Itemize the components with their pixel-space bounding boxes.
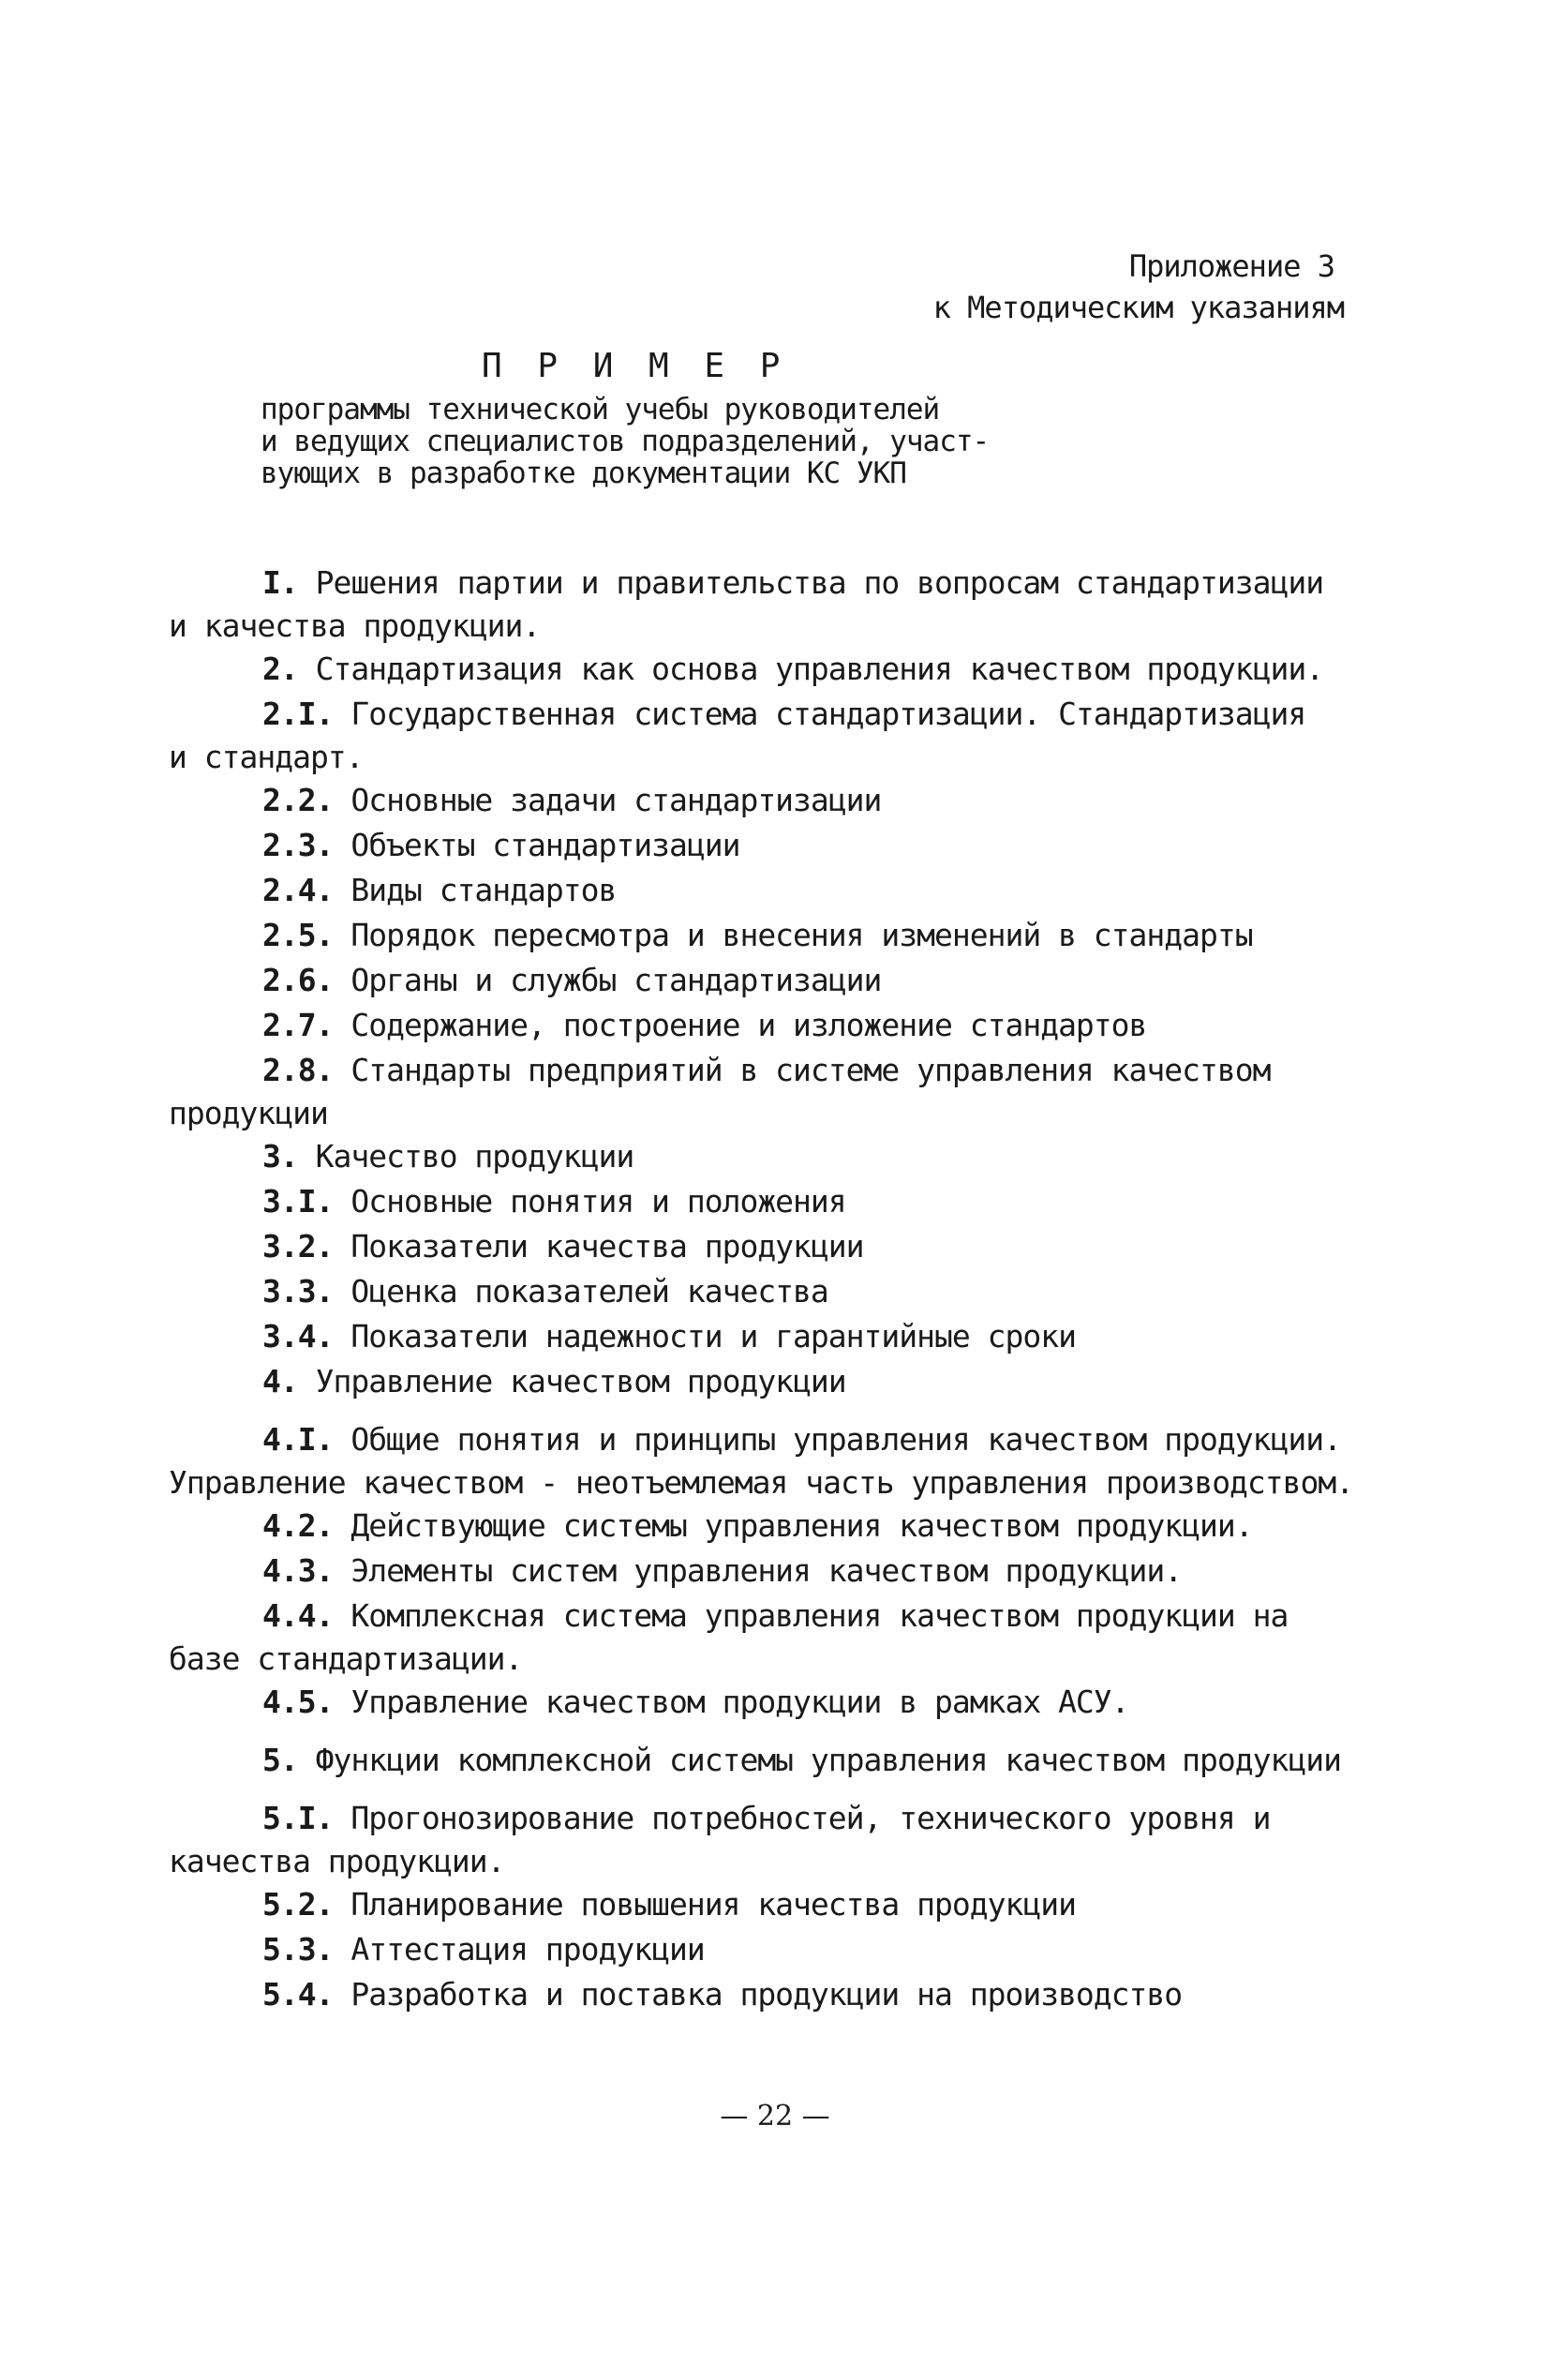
outline-item-number: 4.5.	[262, 1684, 334, 1720]
outline-item-text: Стандартизация как основа управления качеством продукции.	[315, 651, 1324, 687]
outline-item-text: Содержание, построение и изложение стандартов	[350, 1007, 1147, 1043]
outline-item-line	[169, 647, 1387, 692]
outline-item-number: 4.I.	[262, 1421, 334, 1458]
outline-item-number: 5.4.	[262, 1976, 334, 2013]
outline-item	[169, 1549, 1387, 1594]
outline-item-text: Государственная система стандартизации. Стандартизация	[350, 696, 1306, 732]
outline-item-text: Виды стандартов	[350, 872, 617, 908]
outline-item-line	[169, 1134, 1387, 1179]
outline-item-number: 5.	[262, 1742, 298, 1778]
outline-item	[169, 1972, 1387, 2017]
outline-item-text: Управление качеством продукции	[315, 1363, 846, 1400]
outline-item-text: Функции комплексной системы управления качеством продукции	[315, 1742, 1341, 1778]
outline-item	[169, 1003, 1387, 1048]
outline-item-text: Органы и службы стандартизации	[350, 962, 882, 998]
outline-item-number: 5.2.	[262, 1886, 334, 1923]
outline-item-continuation: базе стандартизации.	[169, 1640, 523, 1677]
outline-item	[169, 1680, 1387, 1725]
outline-item	[169, 1269, 1387, 1314]
outline-item-text: Комплексная система управления качеством продукции на	[350, 1597, 1289, 1634]
outline-item	[169, 1048, 1387, 1134]
outline-item-line	[169, 913, 1387, 958]
outline-item	[169, 778, 1387, 823]
outline-item	[169, 1594, 1387, 1680]
program-outline	[169, 561, 1387, 2017]
outline-item	[169, 1359, 1387, 1404]
appendix-reference: к Методическим указаниям	[932, 290, 1344, 325]
outline-item-line	[169, 1796, 1387, 1841]
subtitle-line: и ведущих специалистов подразделений, участ-	[261, 425, 990, 458]
outline-item-text: Качество продукции	[315, 1138, 634, 1175]
outline-item-number: 5.I.	[262, 1800, 334, 1836]
outline-item-number: 2.5.	[262, 917, 334, 953]
outline-item-text: Прогонозирование потребностей, технического уровня и	[350, 1800, 1271, 1836]
outline-item-line	[169, 868, 1387, 913]
outline-item	[169, 1314, 1387, 1359]
outline-item-number: 3.I.	[262, 1183, 334, 1220]
outline-item	[169, 868, 1387, 913]
outline-item-text: Действующие системы управления качеством продукции.	[350, 1507, 1253, 1544]
outline-item	[169, 647, 1387, 692]
outline-item-continuation: и стандарт.	[169, 739, 364, 775]
outline-item-continuation: качества продукции.	[169, 1843, 505, 1879]
outline-item-line	[169, 1179, 1387, 1224]
outline-item-text: Объекты стандартизации	[350, 827, 740, 863]
outline-item-number: 4.	[262, 1363, 298, 1400]
outline-item-continuation: продукции	[169, 1095, 328, 1131]
outline-item-number: 3.	[262, 1138, 298, 1175]
outline-item-number: 2.7.	[262, 1007, 334, 1043]
outline-item-number: 5.3.	[262, 1931, 334, 1968]
outline-item-line	[169, 1882, 1387, 1927]
outline-item-line	[169, 823, 1387, 868]
outline-item-text: Разработка и поставка продукции на производство	[350, 1976, 1183, 2013]
outline-item	[169, 1417, 1387, 1504]
page-title: П Р И М Е Р	[482, 347, 788, 385]
page-subtitle	[261, 394, 1104, 489]
outline-item	[169, 1224, 1387, 1269]
outline-item	[169, 823, 1387, 868]
outline-item	[169, 692, 1387, 778]
outline-item-number: 2.8.	[262, 1052, 334, 1088]
outline-item-number: I.	[262, 564, 298, 601]
outline-item-line	[169, 1972, 1387, 2017]
outline-item-line	[169, 1504, 1387, 1549]
outline-item-text: Основные понятия и положения	[350, 1183, 846, 1220]
page-number: — 22 —	[720, 2100, 830, 2133]
outline-item-line	[169, 1594, 1387, 1639]
outline-item-number: 4.4.	[262, 1597, 334, 1634]
outline-item-number: 2.3.	[262, 827, 334, 863]
outline-item-number: 3.2.	[262, 1228, 334, 1265]
outline-item-continuation: Управление качеством - неотъемлемая часть управления производством.	[169, 1464, 1354, 1501]
outline-item-text: Аттестация продукции	[350, 1931, 705, 1968]
outline-item-line	[169, 1927, 1387, 1972]
outline-item-continuation: и качества продукции.	[169, 607, 541, 644]
outline-item-number: 2.	[262, 651, 298, 687]
outline-item-line	[169, 1314, 1387, 1359]
outline-item-text: Показатели надежности и гарантийные сроки	[350, 1318, 1076, 1355]
outline-item-number: 2.I.	[262, 696, 334, 732]
outline-item-line	[169, 1680, 1387, 1725]
outline-item-text: Планирование повышения качества продукции	[350, 1886, 1076, 1923]
outline-item-line	[169, 1003, 1387, 1048]
outline-item-text: Элементы систем управления качеством продукции.	[350, 1552, 1183, 1589]
outline-item-number: 3.3.	[262, 1273, 334, 1310]
outline-item	[169, 1738, 1387, 1783]
outline-item-line	[169, 1549, 1387, 1594]
outline-item-line	[169, 692, 1387, 737]
outline-item-line	[169, 1048, 1387, 1093]
outline-item-line	[169, 1359, 1387, 1404]
outline-item-number: 2.2.	[262, 782, 334, 818]
outline-item	[169, 913, 1387, 958]
outline-item-number: 4.3.	[262, 1552, 334, 1589]
outline-item-text: Решения партии и правительства по вопросам стандартизации	[315, 564, 1324, 601]
outline-item-text: Показатели качества продукции	[350, 1228, 864, 1265]
subtitle-line: программы технической учебы руководителей	[261, 393, 940, 427]
outline-item	[169, 1796, 1387, 1882]
outline-item-text: Управление качеством продукции в рамках АСУ.	[350, 1684, 1129, 1720]
outline-item-number: 2.6.	[262, 962, 334, 998]
outline-item-number: 2.4.	[262, 872, 334, 908]
outline-item	[169, 1134, 1387, 1179]
outline-item-text: Основные задачи стандартизации	[350, 782, 882, 818]
outline-item-line	[169, 958, 1387, 1003]
appendix-header	[933, 246, 1344, 328]
outline-item	[169, 1882, 1387, 1927]
outline-item	[169, 1927, 1387, 1972]
outline-item-number: 4.2.	[262, 1507, 334, 1544]
outline-item-text: Оценка показателей качества	[350, 1273, 828, 1310]
subtitle-line: вующих в разработке документации КС УКП	[261, 457, 906, 490]
outline-item-line	[169, 1738, 1387, 1783]
outline-item-text: Стандарты предприятий в системе управления качеством	[350, 1052, 1271, 1088]
outline-item	[169, 1504, 1387, 1549]
outline-item	[169, 958, 1387, 1003]
outline-item-text: Порядок пересмотра и внесения изменений в стандарты	[350, 917, 1253, 953]
outline-item-line	[169, 561, 1387, 606]
outline-item-line	[169, 1224, 1387, 1269]
outline-item-line	[169, 1417, 1387, 1462]
appendix-number: Приложение 3	[1128, 248, 1334, 284]
outline-item-text: Общие понятия и принципы управления качеством продукции.	[350, 1421, 1341, 1458]
outline-item-line	[169, 1269, 1387, 1314]
outline-item-line	[169, 778, 1387, 823]
outline-item	[169, 1179, 1387, 1224]
outline-item	[169, 561, 1387, 647]
outline-item-number: 3.4.	[262, 1318, 334, 1355]
